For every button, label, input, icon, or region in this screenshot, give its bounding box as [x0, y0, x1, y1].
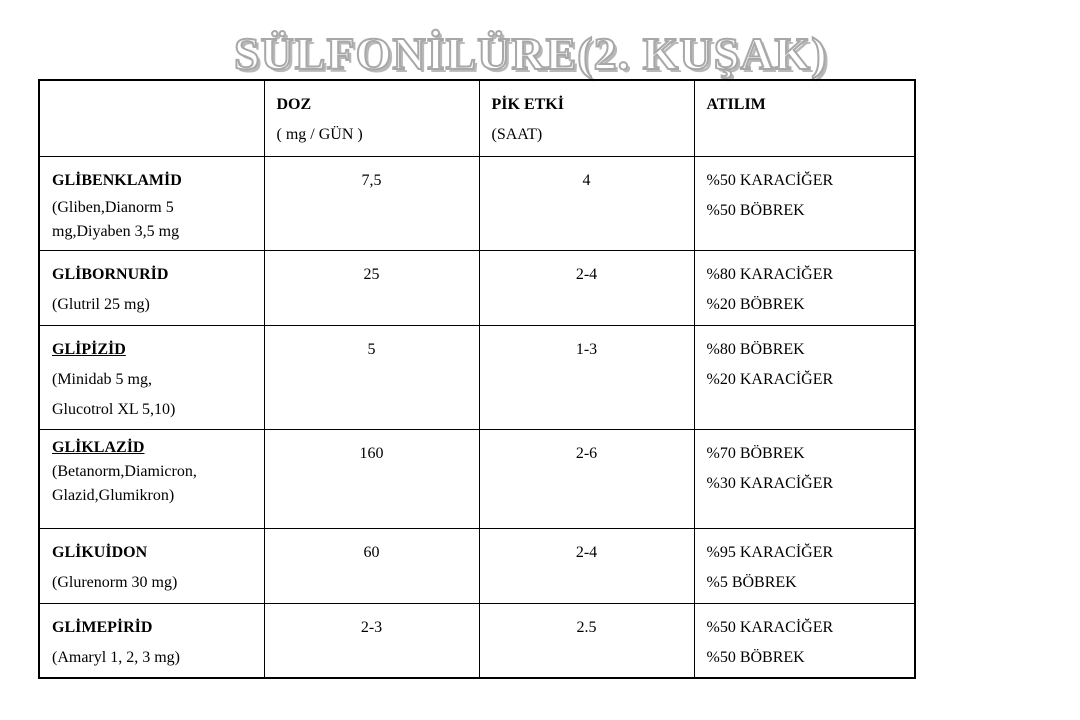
peak-cell: 2-4: [479, 528, 694, 603]
drug-name: GLİBORNURİD: [52, 265, 169, 283]
excretion-cell: [694, 429, 915, 528]
excretion-line: %80 KARACİĞER: [706, 265, 834, 283]
drug-brands: (Minidab 5 mg,: [52, 370, 152, 388]
drug-brands: (Gliben,Dianorm 5 mg,Diyaben 3,5 mg: [52, 198, 180, 240]
sulfonylurea-table: [38, 79, 916, 679]
dose-cell: 7,5: [264, 156, 479, 250]
drug-cell: [39, 156, 264, 250]
drug-brands: Glucotrol XL 5,10): [52, 400, 176, 418]
table-row: [39, 429, 915, 528]
drug-brands: (Glurenorm 30 mg): [52, 573, 178, 591]
table-row: [39, 603, 915, 678]
page-title: SÜLFONİLÜRE(2. KUŞAK): [234, 28, 828, 79]
dose-cell: 25: [264, 250, 479, 325]
excretion-line: %50 BÖBREK: [706, 201, 805, 219]
peak-cell: 2-6: [479, 429, 694, 528]
drug-brands: (Betanorm,Diamicron, Glazid,Glumikron): [52, 462, 197, 504]
excretion-line: %5 BÖBREK: [706, 573, 797, 591]
table-row: [39, 250, 915, 325]
dose-cell: 160: [264, 429, 479, 528]
excretion-line: %30 KARACİĞER: [706, 474, 834, 492]
drug-name: GLİKUİDON: [52, 543, 148, 561]
table-row: [39, 156, 915, 250]
excretion-line: %95 KARACİĞER: [706, 543, 834, 561]
header-cell-dose: [264, 80, 479, 156]
dose-cell: 2-3: [264, 603, 479, 678]
excretion-line: %20 BÖBREK: [706, 295, 805, 313]
peak-cell: 2.5: [479, 603, 694, 678]
drug-cell: [39, 528, 264, 603]
excretion-line: %70 BÖBREK: [706, 444, 805, 462]
drug-brands: (Amaryl 1, 2, 3 mg): [52, 648, 180, 666]
excretion-line: %80 BÖBREK: [706, 340, 805, 358]
header-cell-empty: [39, 80, 264, 156]
header-excretion-label: ATILIM: [706, 96, 766, 113]
excretion-cell: [694, 528, 915, 603]
drug-cell: [39, 250, 264, 325]
header-peak-unit: (SAAT): [491, 126, 543, 143]
excretion-cell: [694, 603, 915, 678]
drug-cell: [39, 325, 264, 429]
drug-name: GLİMEPİRİD: [52, 618, 153, 636]
excretion-line: %50 KARACİĞER: [706, 618, 834, 636]
header-cell-excretion: [694, 80, 915, 156]
drug-cell: [39, 603, 264, 678]
header-peak-label: PİK ETKİ: [491, 96, 564, 113]
excretion-line: %20 KARACİĞER: [706, 370, 834, 388]
table-header-row: [39, 80, 915, 156]
drug-name: GLİKLAZİD: [52, 438, 145, 456]
dose-cell: 60: [264, 528, 479, 603]
excretion-cell: [694, 156, 915, 250]
drug-brands: (Glutril 25 mg): [52, 295, 150, 313]
excretion-line: %50 KARACİĞER: [706, 171, 834, 189]
excretion-line: %50 BÖBREK: [706, 648, 805, 666]
drug-name: GLİPİZİD: [52, 340, 126, 358]
peak-cell: 4: [479, 156, 694, 250]
table-row: [39, 528, 915, 603]
dose-cell: 5: [264, 325, 479, 429]
table-row: [39, 325, 915, 429]
drug-name: GLİBENKLAMİD: [52, 171, 182, 189]
drug-cell: [39, 429, 264, 528]
peak-cell: 2-4: [479, 250, 694, 325]
header-dose-unit: ( mg / GÜN ): [276, 126, 363, 143]
excretion-cell: [694, 250, 915, 325]
excretion-cell: [694, 325, 915, 429]
header-cell-peak: [479, 80, 694, 156]
peak-cell: 1-3: [479, 325, 694, 429]
header-dose-label: DOZ: [276, 96, 312, 113]
